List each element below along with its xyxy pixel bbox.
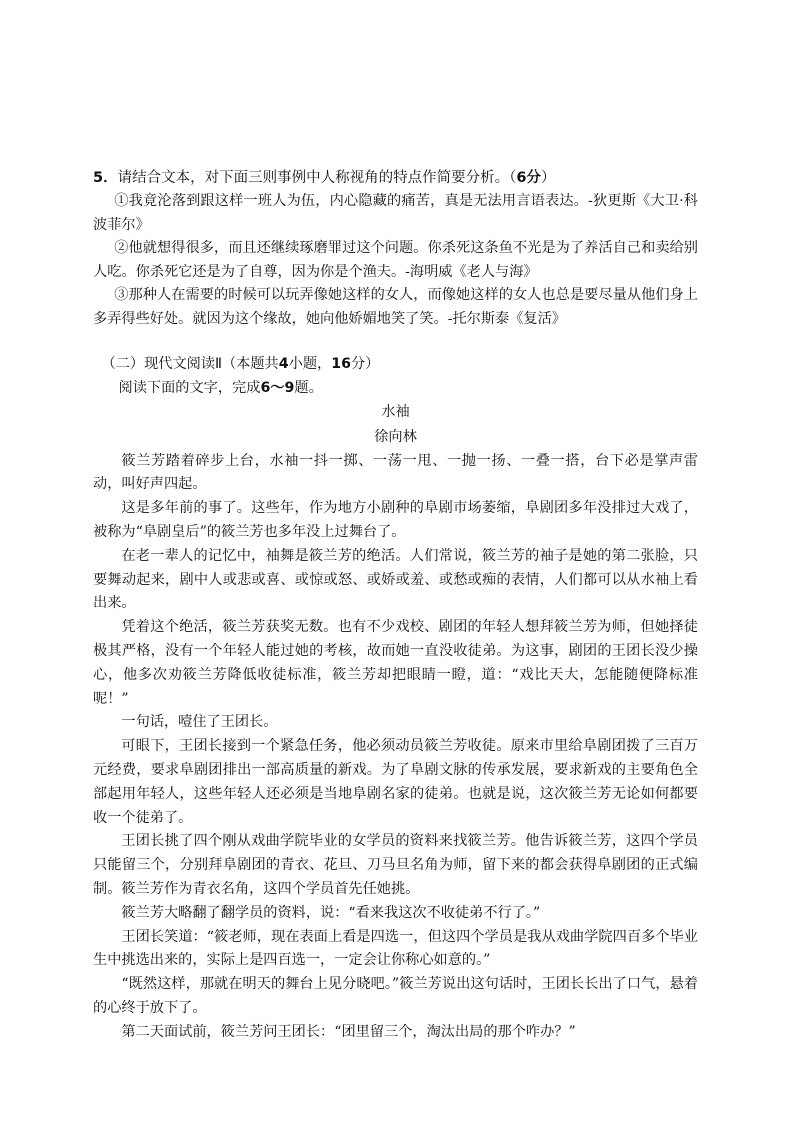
section-head-prefix: （二）现代文阅读Ⅱ（本题共	[101, 355, 279, 372]
instruction-suffix: 题。	[294, 379, 323, 396]
example-3: ③那种人在需要的时候可以玩弄像她这样的女人，而像她这样的女人也总是要尽量从他们身上多弄得些好处。就因为这个缘故，她向他娇媚地笑了笑。-托尔斯泰《复活》	[93, 287, 698, 327]
section-head-mid: 小题，	[288, 355, 332, 372]
article-paragraph: 王团长挑了四个刚从戏曲学院毕业的女学员的资料来找筱兰芳。他告诉筱兰芳，这四个学员只能留三个，分别拜阜剧团的青衣、花旦、刀马旦名角为师，留下来的都会获得阜剧团的正式编制。筱兰芳作为青衣名角，这四个学员首先任她挑。	[93, 833, 698, 897]
article-author: 徐向林	[374, 428, 417, 445]
article-body	[93, 450, 698, 1045]
instruction-prefix: 阅读下面的文字，完成	[118, 379, 261, 396]
instruction-range: 6～9	[260, 379, 295, 396]
question-5-title	[93, 166, 698, 190]
article-title: 水袖	[381, 403, 410, 420]
question-prompt-close: ）	[540, 170, 556, 186]
article-paragraph: “既然这样，那就在明天的舞台上见分晓吧。”筱兰芳说出这句话时，王团长长出了口气，悬着的心终于放下了。	[93, 976, 698, 1016]
example-2: ②他就想得很多，而且还继续琢磨罪过这个问题。你杀死这条鱼不光是为了养活自己和卖给别人吃。你杀死它还是为了自尊，因为你是个渔夫。-海明威《老人与海》	[93, 240, 698, 280]
article-paragraph: 筱兰芳大略翻了翻学员的资料，说：“看来我这次不收徒弟不行了。”	[121, 904, 541, 921]
question-number: 5．	[93, 170, 118, 186]
article-paragraph: 凭着这个绝活，筱兰芳获奖无数。也有不少戏校、剧团的年轻人想拜筱兰芳为师，但她择徒极其严格，没有一个年轻人能过她的考核，故而她一直没收徒弟。为这事，剧团的王团长没少操心，他多次劝筱兰芳降低收徒标准，筱兰芳却把眼睛一瞪，道：“戏比天大，怎能随便降标准呢！”	[93, 619, 698, 707]
article-paragraph: 这是多年前的事了。这些年，作为地方小剧种的阜剧市场萎缩，阜剧团多年没排过大戏了，被称为“阜剧皇后”的筱兰芳也多年没上过舞台了。	[93, 500, 698, 540]
section-head-count: 4	[278, 355, 289, 372]
page-content	[93, 166, 698, 1044]
question-prompt: 请结合文本，对下面三则事例中人称视角的特点作简要分析。（	[117, 170, 517, 186]
section-head-score: 16	[331, 355, 351, 372]
article-paragraph: 在老一辈人的记忆中，袖舞是筱兰芳的绝活。人们常说，筱兰芳的袖子是她的第二张脸，只要舞动起来，剧中人或悲或喜、或惊或怒、或娇或羞、或愁或痴的表情，人们都可以从水袖上看出来。	[93, 547, 698, 612]
reading-instruction	[93, 376, 698, 400]
example-1: ①我竟沦落到跟这样一班人为伍，内心隐藏的痛苦，真是无法用言语表达。-狄更斯《大卫·科波菲尔》	[93, 193, 698, 233]
article-paragraph: 可眼下，王团长接到一个紧急任务，他必须动员筱兰芳收徒。原来市里给阜剧团拨了三百万元经费，要求阜剧团排出一部高质量的新戏。为了阜剧文脉的传承发展，要求新戏的主要角色全部起用年轻人，这些年轻人还必须是当地阜剧名家的徒弟。也就是说，这次筱兰芳无论如何都要收一个徒弟了。	[93, 738, 698, 826]
article-paragraph: 王团长笑道：“筱老师，现在表面上看是四选一，但这四个学员是我从戏曲学院四百多个毕业生中挑选出来的，实际上是四百选一，一定会让你称心如意的。”	[93, 928, 698, 969]
section-head-suffix: 分）	[350, 355, 380, 372]
article-paragraph: 一句话，噎住了王团长。	[121, 714, 278, 731]
section-2-heading	[93, 352, 698, 376]
article-paragraph: 第二天面试前，筱兰芳问王团长：“团里留三个，淘汰出局的那个咋办？”	[121, 1023, 576, 1040]
question-score: 6分	[516, 170, 541, 186]
article-paragraph: 筱兰芳踏着碎步上台，水袖一抖一掷、一荡一甩、一抛一扬、一叠一搭，台下必是掌声雷动，叫好声四起。	[93, 452, 698, 493]
